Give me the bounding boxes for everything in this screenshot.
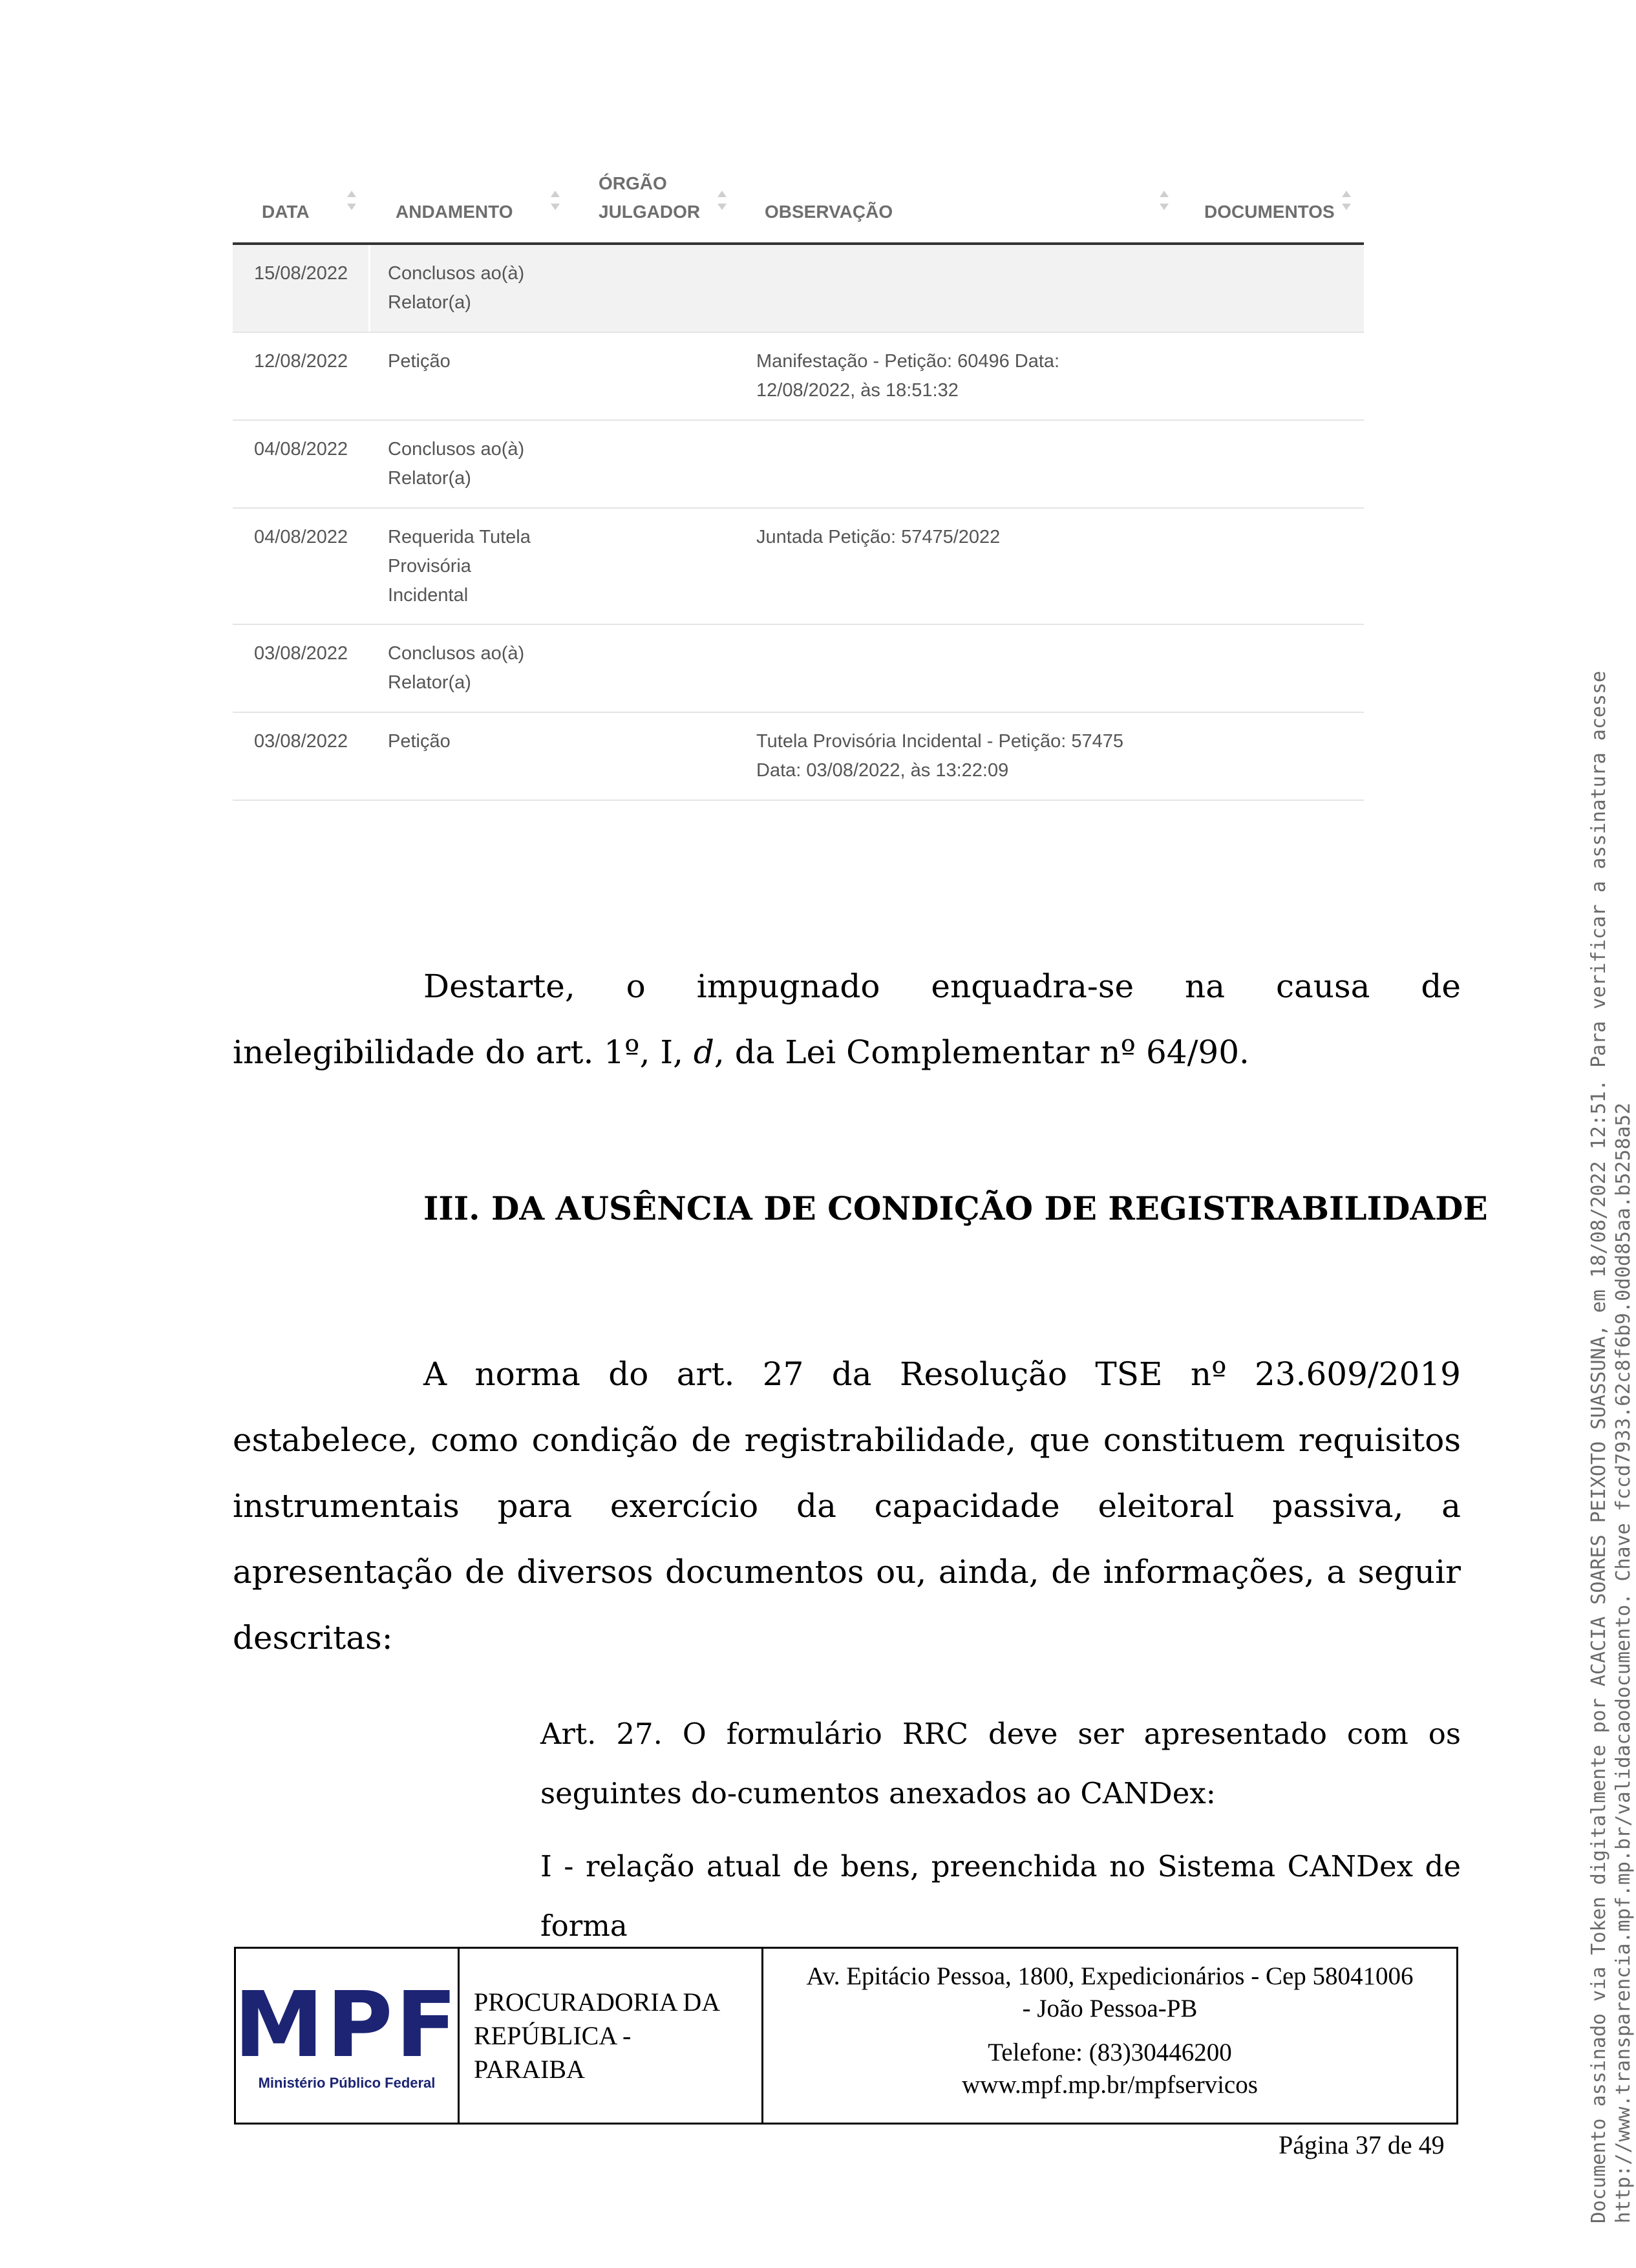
row-observacao: Juntada Petição: 57475/2022 <box>756 527 1001 547</box>
observacao-line: Data: 03/08/2022, às 13:22:09 <box>756 759 1009 781</box>
logo-mark: MPF <box>233 1972 460 2078</box>
row-andamento <box>388 639 549 697</box>
row-observacao <box>756 727 1170 785</box>
row-date: 04/08/2022 <box>254 439 348 460</box>
row-date: 15/08/2022 <box>254 263 348 284</box>
row-andamento: Petição <box>388 351 451 372</box>
letterhead-footer <box>234 1947 1458 2125</box>
table-header <box>233 165 1364 245</box>
paragraph-text: A norma do art. 27 da Resolução TSE nº 23.609/2019 estabelece, como condição de registrabilidade, que constituem requisitos instrumentais para exercício da capacidade eleitoral passiva, a apresentação de diversos documentos ou, ainda, de informações, a seguir descritas: <box>233 1355 1461 1657</box>
phone: Telefone: (83)30446200 <box>988 2039 1232 2066</box>
andamento-line: Relator(a) <box>388 672 471 693</box>
table-row <box>233 245 1364 333</box>
website-link[interactable]: www.mpf.mp.br/mpfservicos <box>962 2071 1258 2099</box>
header-data[interactable]: DATA <box>262 201 310 222</box>
sort-data-icon[interactable] <box>347 191 356 210</box>
sort-documentos-icon[interactable] <box>1342 191 1351 210</box>
process-history-table <box>233 165 1364 801</box>
table-row <box>233 713 1364 801</box>
row-andamento <box>388 523 549 610</box>
header-observacao[interactable]: OBSERVAÇÃO <box>765 201 893 222</box>
logo-subtext: Ministério Público Federal <box>258 2074 436 2091</box>
stamp-line: Documento assinado via Token digitalmente por ACACIA SOARES PEIXOTO SUASSUNA, em 18/08/2022 12:51. Para verificar a assinatura acesse <box>1588 670 1610 2223</box>
header-andamento[interactable]: ANDAMENTO <box>396 201 513 222</box>
address-line: - João Pessoa-PB <box>1022 1995 1198 2022</box>
header-orgao-line1: ÓRGÃO <box>599 173 667 194</box>
paragraph-conclusion <box>233 953 1461 1085</box>
row-andamento: Petição <box>388 731 451 752</box>
contact-info <box>763 1949 1456 2123</box>
observacao-line: Tutela Provisória Incidental - Petição: 57475 <box>756 731 1123 752</box>
quote-article-27: Art. 27. O formulário RRC deve ser apresentado com os seguintes do-cumentos anexados ao CANDex: <box>540 1717 1461 1810</box>
mpf-logo <box>233 1949 460 2123</box>
row-date: 03/08/2022 <box>254 731 348 752</box>
andamento-line: Provisória <box>388 555 471 577</box>
header-documentos[interactable]: DOCUMENTOS <box>1204 201 1335 222</box>
organization-name <box>460 1949 763 2123</box>
andamento-line: Conclusos ao(à) <box>388 439 525 460</box>
paragraph-text: , da Lei Complementar nº 64/90. <box>714 1033 1249 1071</box>
org-line: PARAIBA <box>474 2054 585 2084</box>
andamento-line: Conclusos ao(à) <box>388 643 525 664</box>
andamento-line: Conclusos ao(à) <box>388 263 525 284</box>
table-row <box>233 625 1364 713</box>
andamento-line: Requerida Tutela <box>388 527 531 547</box>
org-line: REPÚBLICA - <box>474 2020 632 2050</box>
table-row <box>233 333 1364 421</box>
row-observacao <box>756 347 1170 405</box>
verification-link[interactable]: http://www.transparencia.mpf.mp.br/validacaodocumento. Chave fccd7933.62c8f6b9.0d0d85aa.b5258a52 <box>1612 1103 1635 2223</box>
table-row <box>233 421 1364 509</box>
org-line: PROCURADORIA DA <box>474 1987 721 2017</box>
header-orgao-julgador[interactable] <box>599 169 700 226</box>
table-row <box>233 509 1364 625</box>
andamento-line: Incidental <box>388 584 469 606</box>
sort-andamento-icon[interactable] <box>551 191 560 210</box>
paragraph-text: Destarte, o impugnado enquadra-se na causa de inelegibilidade do art. 1º, I, <box>233 968 1461 1071</box>
row-andamento <box>388 259 549 317</box>
header-orgao-line2: JULGADOR <box>599 201 701 222</box>
row-date: 03/08/2022 <box>254 643 348 664</box>
andamento-line: Relator(a) <box>388 291 471 313</box>
section-heading: III. DA AUSÊNCIA DE CONDIÇÃO DE REGISTRABILIDADE <box>423 1189 1488 1227</box>
paragraph-norma <box>233 1341 1461 1671</box>
paragraph-italic: d <box>693 1033 714 1071</box>
andamento-line: Relator(a) <box>388 467 471 489</box>
row-andamento <box>388 435 549 493</box>
row-date: 12/08/2022 <box>254 351 348 372</box>
row-date: 04/08/2022 <box>254 527 348 547</box>
sort-orgao-icon[interactable] <box>717 191 727 210</box>
sort-observacao-icon[interactable] <box>1160 191 1169 210</box>
address-line: Av. Epitácio Pessoa, 1800, Expedicionários - Cep 58041006 <box>806 1962 1414 1990</box>
page-number: Página 37 de 49 <box>1279 2130 1445 2159</box>
observacao-line: 12/08/2022, às 18:51:32 <box>756 379 959 401</box>
quote-item-i: I - relação atual de bens, preenchida no Sistema CANDex de forma <box>540 1849 1461 1943</box>
digital-signature-stamp <box>1587 671 1636 2223</box>
observacao-line: Manifestação - Petição: 60496 Data: <box>756 351 1060 372</box>
